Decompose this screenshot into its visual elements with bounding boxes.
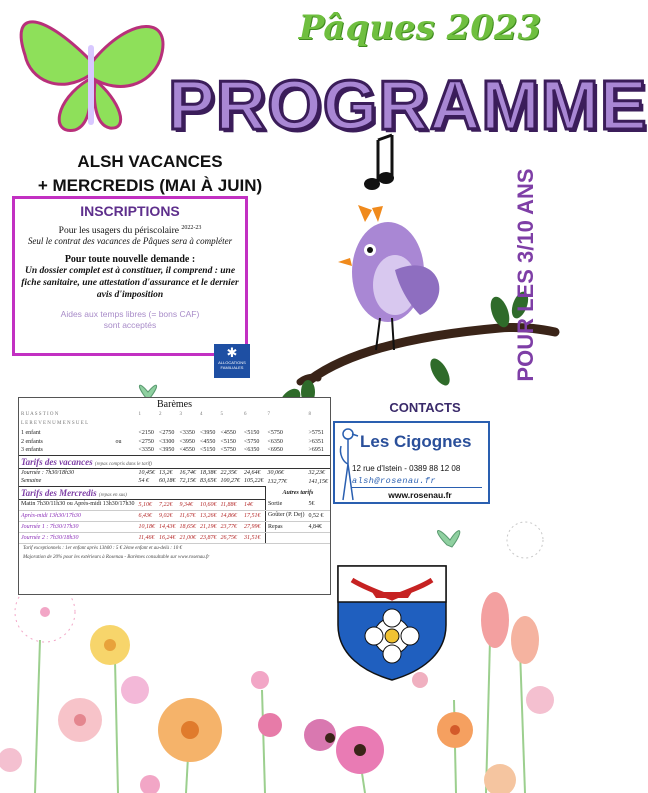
cell: 30,06€: [267, 469, 284, 476]
caf-star-icon: ✱: [226, 345, 238, 360]
header-sublabel: L E R E V E N U M E N S U E L: [21, 421, 89, 426]
coat-of-arms-icon: [338, 566, 446, 680]
cell: 21,00€: [177, 532, 198, 543]
cell: <4550: [220, 429, 236, 436]
col-num: 1: [138, 412, 141, 417]
table-row: [19, 437, 330, 446]
cell: 132,77€: [267, 478, 287, 485]
cell: <3300: [158, 438, 175, 445]
cell: 11,67€: [177, 510, 198, 521]
tariff-heading: Barèmes: [157, 399, 192, 410]
cell: 24,64€: [243, 469, 261, 476]
centre-address: 12 rue d'Istein - 0389 88 12 08: [352, 464, 461, 473]
cell: 9,34€: [177, 499, 198, 510]
col-num: 7: [267, 412, 270, 417]
table-row: [19, 468, 330, 477]
contract-note: Seul le contrat des vacances de Pâques sera à compléter: [27, 236, 233, 247]
cell: <5750: [267, 429, 283, 436]
cell: 31,51€: [242, 532, 266, 543]
other-value: 4,84€: [306, 521, 330, 532]
centre-website[interactable]: www.rosenau.fr: [388, 490, 452, 500]
cell: 10,45€: [138, 469, 155, 476]
col-num: 5: [220, 412, 223, 417]
caf-logo: [214, 344, 250, 378]
table-row: [19, 521, 330, 532]
cell: >6951: [308, 447, 324, 454]
cell: 21,19€: [198, 521, 219, 532]
vacation-title: Tarifs des vacances: [21, 456, 93, 467]
caf-label: ALLOCATIONS FAMILIALES: [218, 360, 246, 370]
wednesday-section: [19, 486, 265, 499]
row-mid: [114, 446, 137, 455]
aid-line-1: Aides aux temps libres (= bons CAF): [60, 309, 200, 320]
cell: 10,60€: [198, 499, 219, 510]
other-label: Repas: [265, 521, 306, 532]
cell: <5150: [199, 447, 216, 454]
centre-name: Les Cigognes: [360, 432, 472, 451]
cell: 18,65€: [177, 521, 198, 532]
table-subheader-row: [19, 419, 330, 428]
small-butterfly-icon: [437, 531, 459, 547]
cell: <5150: [220, 438, 236, 445]
centre-email[interactable]: alsh@rosenau.fr: [352, 476, 437, 486]
table-row: [19, 532, 330, 543]
row-label: Journée : 7h30/18h30: [21, 469, 74, 476]
row-mid: ou: [115, 438, 122, 445]
other-label: Sortie: [265, 499, 306, 510]
cell: 10,18€: [136, 521, 157, 532]
school-year: 2022-23: [181, 225, 202, 231]
cell: 13,26€: [198, 510, 219, 521]
row-label: Journée 1 : 7h30/17h30: [19, 521, 136, 532]
cell: 100,27€: [220, 478, 240, 485]
cell: 11,88€: [218, 499, 242, 510]
cell: 72,15€: [179, 478, 196, 485]
cell: 60,18€: [158, 478, 176, 485]
row-label: Matin 7h30/11h30 ou Après-midi 13h30/17h30: [19, 499, 136, 510]
alsh-heading: [20, 150, 280, 198]
col-num: 3: [179, 412, 182, 417]
bird-icon: [338, 205, 439, 350]
cell: <6350: [267, 438, 283, 445]
cell: 14,86€: [218, 510, 242, 521]
tariff-footnote-2: Majoration de 20% pour les extérieurs à Rosenau - Barèmes consultable sur www.rosenau.fr: [23, 554, 210, 560]
cell: 14,43€: [157, 521, 178, 532]
col-num: 2: [158, 412, 162, 417]
cell: <4550: [199, 438, 216, 445]
cell: 54 €: [138, 478, 149, 485]
table-row: [19, 446, 330, 455]
cell: 16,24€: [157, 532, 178, 543]
aid-line-2: sont acceptés: [103, 320, 157, 331]
cell: <3950: [179, 438, 195, 445]
row-mid: [114, 428, 137, 437]
cell: 13,2€: [158, 469, 173, 476]
vacation-note: (repas compris dans le tarif): [94, 461, 152, 467]
col-num: 6: [243, 412, 247, 417]
other-label: Goûter (P. Dej): [265, 510, 306, 521]
cell: 141,15€: [308, 478, 328, 485]
header-label: R U A S S T I O N: [21, 412, 59, 417]
cell: <2750: [138, 438, 154, 445]
cell: 23,77€: [218, 521, 242, 532]
programme-title: PROGRAMME: [168, 66, 648, 144]
wednesday-section-row: [19, 486, 330, 499]
cell: 7,22€: [157, 499, 178, 510]
tariff-table: [18, 397, 331, 595]
cell: <6950: [267, 447, 283, 454]
cell: 27,99€: [242, 521, 266, 532]
new-request-title: Pour toute nouvelle demande :: [64, 254, 196, 266]
periscolaire-text: Pour les usagers du périscolaire: [58, 226, 179, 237]
other-value: 0,52 €: [306, 510, 330, 521]
easter-title: Pâques 2023: [298, 8, 542, 48]
alsh-line-1: ALSH VACANCES: [77, 152, 223, 171]
cell: 105,22€: [243, 478, 264, 485]
wednesday-title: Tarifs des Mercredis: [21, 487, 97, 498]
col-num: 4: [199, 412, 203, 417]
cell: 16,74€: [179, 469, 196, 476]
cell: >6351: [308, 438, 324, 445]
cell: >5751: [308, 429, 324, 436]
cell: 22,35€: [220, 469, 237, 476]
table-row: [19, 428, 330, 437]
alsh-line-2: + MERCREDIS (MAI À JUIN): [37, 176, 263, 195]
age-range-text: POUR LES 3/10 ANS: [513, 168, 538, 382]
table-row: [19, 477, 330, 486]
cell: 11,46€: [136, 532, 157, 543]
table-row: [19, 510, 330, 521]
row-label: 1 enfant: [21, 429, 41, 436]
vacation-section: [19, 455, 330, 468]
cell: 6,43€: [136, 510, 157, 521]
cell: <3950: [199, 429, 216, 436]
cell: <3950: [158, 447, 175, 454]
cell: 83,65€: [199, 478, 217, 485]
inscriptions-box: [12, 196, 248, 356]
table-row: [19, 499, 330, 510]
table-header-row: [19, 410, 330, 419]
tariff-footnote-1: Tarif exceptionnels : 1er enfant après 13h00 : 5 € 2ème enfant et au-delà : 10 €: [23, 545, 182, 551]
divider: [352, 487, 482, 488]
cell: 26,75€: [218, 532, 242, 543]
cell: <2750: [158, 429, 175, 436]
row-label: 2 enfants: [21, 438, 43, 445]
row-label: 3 enfants: [21, 447, 43, 454]
butterfly-icon: [21, 22, 163, 131]
cell: <5750: [243, 438, 260, 445]
cell: 9,02€: [157, 510, 178, 521]
new-request-text: Un dossier complet est à constituer, il comprend : une fiche sanitaire, une attestation d'assurance et le dernier avis d'imposition: [21, 266, 239, 301]
inscriptions-title: INSCRIPTIONS: [80, 203, 180, 219]
cell: <3350: [138, 447, 154, 454]
cell: <4550: [179, 447, 195, 454]
cell: 18,38€: [199, 469, 217, 476]
col-num: 8: [308, 412, 311, 417]
row-label: Semaine: [21, 478, 42, 485]
cell: <2150: [138, 429, 154, 436]
cell: <6350: [243, 447, 260, 454]
row-label: Journée 2 : 7h30/18h30: [19, 532, 136, 543]
other-rates-title: Autres tarifs: [265, 486, 330, 499]
cell: <5150: [243, 429, 260, 436]
cell: 14€: [242, 499, 266, 510]
cell: <3350: [179, 429, 195, 436]
wednesday-note: (repas en sus): [98, 492, 127, 498]
age-range-vertical: [498, 150, 554, 400]
vacation-section-row: [19, 455, 330, 468]
other-value: 5€: [306, 499, 330, 510]
cell: <5750: [220, 447, 236, 454]
periscolaire-line: [21, 225, 239, 236]
cell: 17,51€: [242, 510, 266, 521]
cell: 5,10€: [136, 499, 157, 510]
row-label: Après-midi 13h30/17h30: [19, 510, 136, 521]
contacts-title: CONTACTS: [389, 400, 461, 415]
cell: 23,87€: [198, 532, 219, 543]
cell: 32,23€: [308, 469, 325, 476]
